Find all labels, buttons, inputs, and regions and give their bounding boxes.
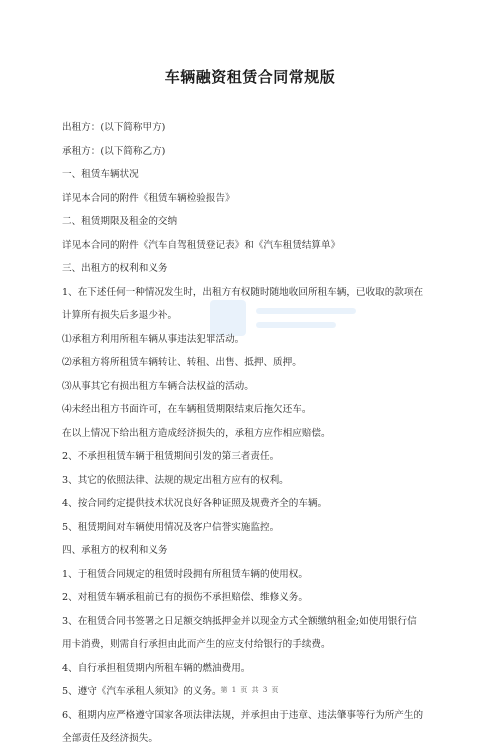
line-paragraph: 4、自行承担租赁期内所租车辆的燃油费用。 (62, 662, 251, 674)
line-paragraph: 3、其它的依照法律、法规的规定出租方应有的权利。 (62, 474, 289, 486)
line-paragraph: 用卡消费，则需自行承担由此而产生的应支付给银行的手续费。 (62, 639, 331, 650)
section-heading-3: 三、出租方的权利和义务 (62, 263, 168, 274)
line-lessee: 承租方：(以下简称乙方) (62, 145, 166, 157)
line-paragraph: 2、不承担租赁车辆于租赁期间引发的第三者责任。 (62, 451, 280, 462)
line-paragraph: 1、在下述任何一种情况发生时，出租方有权随时随地收回所租车辆，已收取的款项在 (62, 286, 424, 298)
line-paragraph: ⑶从事其它有损出租方车辆合法权益的活动。 (62, 380, 254, 392)
line-lessor: 出租方：(以下简称甲方) (62, 122, 166, 133)
section-heading-1: 一、租赁车辆状况 (62, 169, 139, 180)
line-paragraph: 4、按合同约定提供技术状况良好各种证照及规费齐全的车辆。 (62, 498, 328, 509)
line-paragraph: ⑵承租方将所租赁车辆转让、转租、出售、抵押、质押。 (62, 357, 302, 368)
line-paragraph: 1、于租赁合同规定的租赁时段拥有所租赁车辆的使用权。 (62, 568, 308, 580)
document-title: 车辆融资租赁合同常规版 (164, 68, 336, 86)
line-paragraph: 在以上情况下给出租方造成经济损失的，承租方应作相应赔偿。 (62, 427, 331, 439)
line-paragraph: 2、对租赁车辆承租前已有的损伤不承担赔偿、维修义务。 (62, 592, 308, 603)
line-paragraph: ⑷未经出租方书面许可，在车辆租赁期限结束后拖欠还车。 (62, 404, 312, 415)
document-body (62, 116, 446, 751)
line-paragraph: 3、在租赁合同书签署之日足额交纳抵押金并以现金方式全额缴纳租金;如使用银行信 (62, 615, 417, 627)
line-paragraph: 详见本合同的附件《汽车自驾租赁登记表》和《汽车租赁结算单》 (62, 239, 341, 251)
line-paragraph: 5、遵守《汽车承租人须知》的义务。 (62, 686, 222, 697)
line-paragraph: 计算所有损失后多退少补。 (62, 310, 178, 321)
page-number-footer: 第 1 页 共 3 页 (220, 686, 280, 694)
section-heading-2: 二、租赁期限及租金的交纳 (62, 216, 178, 227)
line-paragraph: 6、租期内应严格遵守国家各项法律法规，并承担由于违章、违法肇事等行为所产生的 (62, 709, 424, 721)
line-paragraph: ⑴承租方利用所租车辆从事违法犯罪活动。 (62, 333, 245, 345)
line-paragraph: 5、租赁期间对车辆使用情况及客户信誉实施监控。 (62, 521, 280, 533)
section-heading-4: 四、承租方的权利和义务 (62, 545, 168, 556)
line-paragraph: 详见本合同的附件《租赁车辆检验报告》 (62, 192, 235, 204)
line-paragraph: 全部责任及经济损失。 (62, 733, 158, 744)
